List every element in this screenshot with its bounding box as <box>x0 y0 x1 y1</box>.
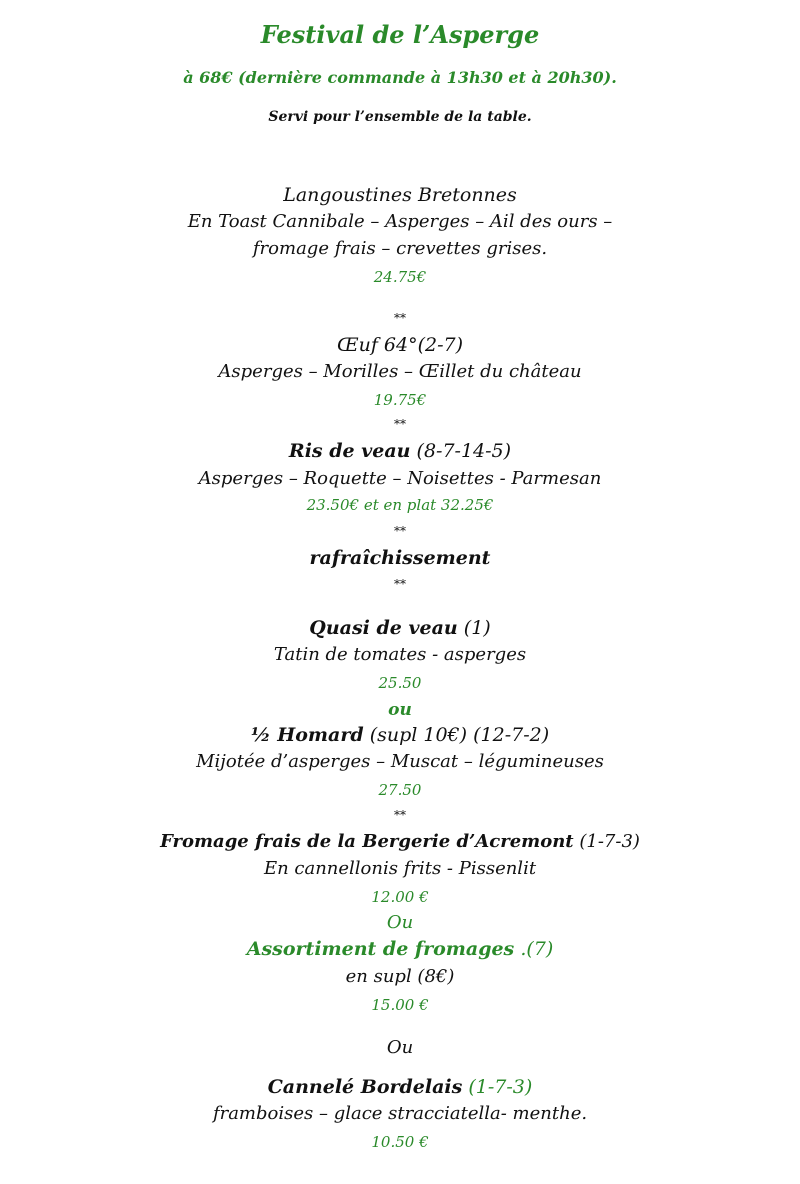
separator-3: ** <box>394 524 406 538</box>
course-6a-name: Fromage frais de la Bergerie d’Acremont <box>160 831 574 852</box>
menu-title: Festival de l’Asperge <box>260 20 540 49</box>
separator-5: ** <box>394 808 406 822</box>
course-6b-allergens: .(7) <box>520 938 554 960</box>
or-separator-3: Ou <box>386 1037 414 1058</box>
or-separator-2: Ou <box>386 912 414 933</box>
or-separator-1: ou <box>388 700 412 720</box>
course-5b-price: 27.50 <box>378 781 422 799</box>
course-6b-name: Assortiment de fromages <box>246 938 515 960</box>
course-6a-desc: En cannellonis frits - Pissenlit <box>263 858 537 879</box>
course-1-price: 24.75€ <box>373 268 427 286</box>
course-7-name: Cannelé Bordelais <box>267 1076 463 1098</box>
course-1-desc-line-2: fromage frais – crevettes grises. <box>252 238 548 259</box>
course-4-name: rafraîchissement <box>309 547 491 569</box>
course-6b-desc: en supl (8€) <box>345 966 455 987</box>
course-5b-title <box>0 724 800 746</box>
course-7-desc: framboises – glace stracciatella- menthe. <box>212 1103 588 1124</box>
course-6a-price: 12.00 € <box>371 888 429 906</box>
course-5b-name: ½ Homard <box>250 724 364 746</box>
course-6a-allergens: (1-7-3) <box>579 831 640 852</box>
course-5a-title <box>0 617 800 639</box>
course-5a-price: 25.50 <box>378 674 422 692</box>
course-6b-title <box>0 938 800 960</box>
course-3-price: 23.50€ et en plat 32.25€ <box>306 496 494 514</box>
course-2-title <box>0 334 800 356</box>
course-3-desc: Asperges – Roquette – Noisettes - Parmesan <box>198 468 602 489</box>
course-5a-name: Quasi de veau <box>309 617 458 639</box>
course-3-allergens: (8-7-14-5) <box>416 440 512 462</box>
course-6b-price: 15.00 € <box>371 996 429 1014</box>
separator-4: ** <box>394 577 406 591</box>
course-5b-desc: Mijotée d’asperges – Muscat – légumineuses <box>196 751 604 772</box>
course-3-title <box>0 440 800 462</box>
course-5b-extra: (supl 10€) (12-7-2) <box>369 724 550 746</box>
course-5a-allergens: (1) <box>463 617 491 639</box>
course-5a-desc: Tatin de tomates - asperges <box>273 644 527 665</box>
separator-2: ** <box>394 417 406 431</box>
course-1-name: Langoustines Bretonnes <box>283 184 517 206</box>
separator-1: ** <box>394 311 406 325</box>
course-2-price: 19.75€ <box>373 391 427 409</box>
course-6a-title <box>0 831 800 852</box>
course-2-allergens: (2-7) <box>417 334 463 356</box>
menu-price-line: à 68€ (dernière commande à 13h30 et à 20h30). <box>183 68 617 87</box>
menu-service-line: Servi pour l’ensemble de la table. <box>268 109 532 125</box>
course-2-desc: Asperges – Morilles – Œillet du château <box>218 361 582 382</box>
course-7-title <box>0 1076 800 1098</box>
course-7-allergens: (1-7-3) <box>468 1076 533 1098</box>
course-2-name: Œuf 64° <box>336 334 418 356</box>
course-1-desc-line-1: En Toast Cannibale – Asperges – Ail des ours – <box>187 211 613 232</box>
course-3-name: Ris de veau <box>288 440 411 462</box>
course-7-price: 10.50 € <box>371 1133 429 1151</box>
